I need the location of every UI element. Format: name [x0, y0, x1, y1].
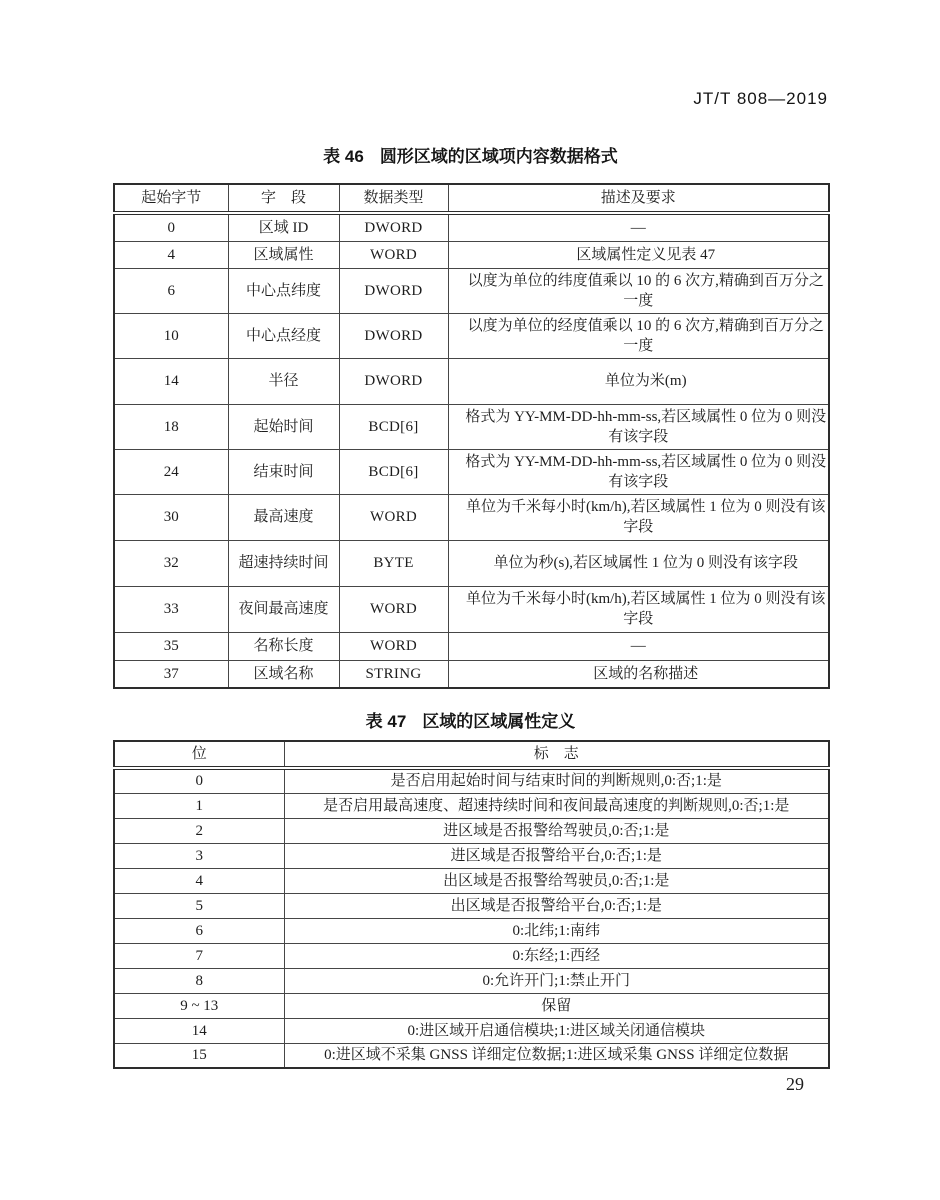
cell-description: 单位为秒(s),若区域属性 1 位为 0 则没有该字段 — [448, 540, 829, 586]
cell-start-byte: 37 — [114, 660, 228, 688]
cell-bit: 4 — [114, 868, 284, 893]
table-row — [114, 943, 829, 968]
cell-field: 结束时间 — [228, 449, 339, 494]
cell-flag: 0:东经;1:西经 — [284, 943, 829, 968]
cell-description: 格式为 YY-MM-DD-hh-mm-ss,若区域属性 0 位为 0 则没有该字段 — [448, 449, 829, 494]
table-row — [114, 268, 829, 313]
cell-start-byte: 14 — [114, 358, 228, 404]
table-row — [114, 241, 829, 268]
cell-start-byte: 32 — [114, 540, 228, 586]
cell-description: — — [448, 632, 829, 660]
table-row — [114, 793, 829, 818]
table-row — [114, 1018, 829, 1043]
column-header-data-type: 数据类型 — [339, 184, 448, 213]
cell-bit: 15 — [114, 1043, 284, 1068]
cell-data-type: WORD — [339, 632, 448, 660]
cell-data-type: WORD — [339, 586, 448, 632]
table-row — [114, 449, 829, 494]
table-row — [114, 1043, 829, 1068]
cell-data-type: STRING — [339, 660, 448, 688]
cell-field: 名称长度 — [228, 632, 339, 660]
table-row — [114, 540, 829, 586]
cell-start-byte: 10 — [114, 313, 228, 358]
cell-start-byte: 35 — [114, 632, 228, 660]
cell-flag: 0:进区域不采集 GNSS 详细定位数据;1:进区域采集 GNSS 详细定位数据 — [284, 1043, 829, 1068]
cell-bit: 1 — [114, 793, 284, 818]
column-header-field: 字 段 — [228, 184, 339, 213]
table-row — [114, 818, 829, 843]
table47-header-row — [114, 741, 829, 768]
table-row — [114, 494, 829, 540]
cell-start-byte: 6 — [114, 268, 228, 313]
cell-flag: 是否启用最高速度、超速持续时间和夜间最高速度的判断规则,0:否;1:是 — [284, 793, 829, 818]
cell-bit: 8 — [114, 968, 284, 993]
table46-label: 表 46 — [323, 147, 364, 166]
cell-data-type: DWORD — [339, 268, 448, 313]
cell-start-byte: 0 — [114, 213, 228, 241]
cell-start-byte: 24 — [114, 449, 228, 494]
cell-flag: 进区域是否报警给平台,0:否;1:是 — [284, 843, 829, 868]
table-row — [114, 843, 829, 868]
table46-title — [113, 142, 828, 167]
cell-description: — — [448, 213, 829, 241]
cell-flag: 进区域是否报警给驾驶员,0:否;1:是 — [284, 818, 829, 843]
cell-field: 超速持续时间 — [228, 540, 339, 586]
table-row — [114, 404, 829, 449]
page-number: 29 — [786, 1074, 804, 1094]
table-row — [114, 918, 829, 943]
table-row — [114, 868, 829, 893]
cell-description: 以度为单位的经度值乘以 10 的 6 次方,精确到百万分之一度 — [448, 313, 829, 358]
cell-field: 区域属性 — [228, 241, 339, 268]
cell-bit: 2 — [114, 818, 284, 843]
table-row — [114, 768, 829, 793]
column-header-flag: 标 志 — [284, 741, 829, 768]
cell-bit: 14 — [114, 1018, 284, 1043]
cell-description: 以度为单位的纬度值乘以 10 的 6 次方,精确到百万分之一度 — [448, 268, 829, 313]
cell-field: 中心点纬度 — [228, 268, 339, 313]
cell-description: 单位为千米每小时(km/h),若区域属性 1 位为 0 则没有该字段 — [448, 586, 829, 632]
cell-bit: 7 — [114, 943, 284, 968]
cell-data-type: WORD — [339, 241, 448, 268]
cell-bit: 5 — [114, 893, 284, 918]
cell-data-type: DWORD — [339, 213, 448, 241]
cell-description: 单位为千米每小时(km/h),若区域属性 1 位为 0 则没有该字段 — [448, 494, 829, 540]
table46-header-row — [114, 184, 829, 213]
cell-bit: 9 ~ 13 — [114, 993, 284, 1018]
table-row — [114, 993, 829, 1018]
column-header-description: 描述及要求 — [448, 184, 829, 213]
table-row — [114, 968, 829, 993]
table-row — [114, 660, 829, 688]
cell-data-type: BCD[6] — [339, 449, 448, 494]
cell-flag: 0:允许开门;1:禁止开门 — [284, 968, 829, 993]
cell-field: 半径 — [228, 358, 339, 404]
table-row — [114, 893, 829, 918]
cell-start-byte: 30 — [114, 494, 228, 540]
cell-start-byte: 4 — [114, 241, 228, 268]
cell-flag: 是否启用起始时间与结束时间的判断规则,0:否;1:是 — [284, 768, 829, 793]
table47 — [113, 740, 830, 1069]
cell-data-type: BYTE — [339, 540, 448, 586]
cell-bit: 0 — [114, 768, 284, 793]
cell-flag: 出区域是否报警给驾驶员,0:否;1:是 — [284, 868, 829, 893]
cell-data-type: DWORD — [339, 358, 448, 404]
cell-description: 区域属性定义见表 47 — [448, 241, 829, 268]
table47-title — [113, 707, 828, 732]
table-row — [114, 313, 829, 358]
cell-field: 夜间最高速度 — [228, 586, 339, 632]
cell-flag: 0:北纬;1:南纬 — [284, 918, 829, 943]
cell-description: 格式为 YY-MM-DD-hh-mm-ss,若区域属性 0 位为 0 则没有该字段 — [448, 404, 829, 449]
cell-data-type: BCD[6] — [339, 404, 448, 449]
cell-flag: 保留 — [284, 993, 829, 1018]
cell-start-byte: 33 — [114, 586, 228, 632]
table-row — [114, 632, 829, 660]
table-row — [114, 358, 829, 404]
table-row — [114, 586, 829, 632]
document-number: JT/T 808—2019 — [693, 89, 828, 108]
table-row — [114, 213, 829, 241]
column-header-start-byte: 起始字节 — [114, 184, 228, 213]
table46 — [113, 183, 830, 689]
cell-data-type: DWORD — [339, 313, 448, 358]
cell-bit: 3 — [114, 843, 284, 868]
cell-field: 最高速度 — [228, 494, 339, 540]
column-header-bit: 位 — [114, 741, 284, 768]
cell-field: 起始时间 — [228, 404, 339, 449]
table47-label: 表 47 — [365, 712, 407, 731]
cell-start-byte: 18 — [114, 404, 228, 449]
cell-bit: 6 — [114, 918, 284, 943]
cell-description: 区域的名称描述 — [448, 660, 829, 688]
table46-title-text: 圆形区域的区域项内容数据格式 — [379, 147, 618, 166]
cell-description: 单位为米(m) — [448, 358, 829, 404]
cell-data-type: WORD — [339, 494, 448, 540]
cell-field: 中心点经度 — [228, 313, 339, 358]
cell-flag: 出区域是否报警给平台,0:否;1:是 — [284, 893, 829, 918]
table47-title-text: 区域的区域属性定义 — [422, 712, 576, 731]
cell-flag: 0:进区域开启通信模块;1:进区域关闭通信模块 — [284, 1018, 829, 1043]
cell-field: 区域 ID — [228, 213, 339, 241]
cell-field: 区域名称 — [228, 660, 339, 688]
